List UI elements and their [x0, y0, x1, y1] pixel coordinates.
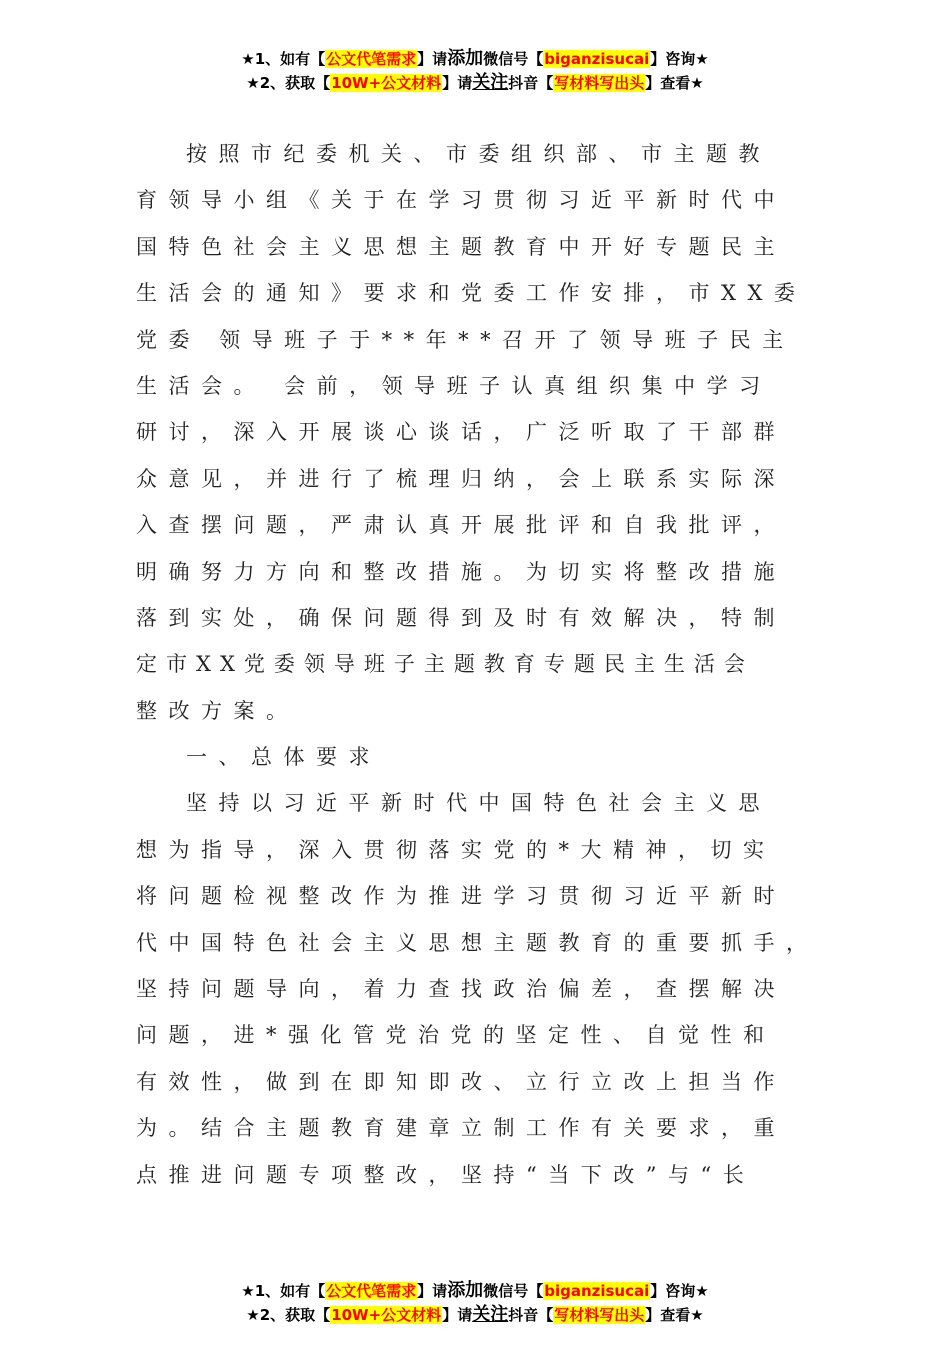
- footer-banner: [0, 1279, 950, 1327]
- highlight-service: 公文代笔需求: [326, 50, 417, 68]
- paragraph-line: 生活会的通知》要求和党委工作安排，市XX委: [136, 281, 807, 306]
- highlight-materials: 10W+公文材料: [331, 1306, 442, 1324]
- paragraph-line: 按照市纪委机关、市委组织部、市主题教: [186, 142, 771, 166]
- paragraph-line: 党委 领导班子于**年**召开了领导班子民主: [136, 327, 795, 352]
- header-banner: [0, 47, 950, 95]
- paragraph-line: 代中国特色社会主义思想主题教育的重要抓手，: [136, 930, 819, 955]
- section-heading: 一、总体要求: [186, 745, 381, 770]
- paragraph-line: 有效性，做到在即知即改、立行立改上担当作: [136, 1069, 786, 1094]
- paragraph-line: 问题，进*强化管党治党的坚定性、自觉性和: [136, 1023, 776, 1048]
- paragraph-line: 入查摆问题，严肃认真开展批评和自我批评，: [136, 513, 786, 538]
- highlight-service: 公文代笔需求: [326, 1282, 417, 1300]
- paragraph-line: 整改方案。: [136, 698, 299, 723]
- paragraph-line: 定市XX党委领导班子主题教育专题民主生活会: [136, 652, 754, 677]
- paragraph-line: 育领导小组《关于在学习贯彻习近平新时代中: [136, 188, 786, 213]
- paragraph-line: 点推进问题专项整改，坚持“当下改”与“长: [136, 1162, 756, 1187]
- highlight-wechat-id: biganzisucai: [544, 1282, 650, 1300]
- highlight-wechat-id: biganzisucai: [544, 50, 650, 68]
- banner-line-1: ★1、如有【公文代笔需求】请添加微信号【biganzisucai】咨询★: [241, 48, 709, 69]
- highlight-materials: 10W+公文材料: [331, 74, 442, 92]
- banner-line-1: ★1、如有【公文代笔需求】请添加微信号【biganzisucai】咨询★: [241, 1280, 709, 1301]
- paragraph-line: 坚持以习近平新时代中国特色社会主义思: [186, 791, 771, 816]
- paragraph-line: 想为指导，深入贯彻落实党的*大精神，切实: [136, 837, 776, 862]
- paragraph-line: 落到实处，确保问题得到及时有效解决，特制: [136, 605, 786, 630]
- paragraph-line: 研讨，深入开展谈心谈话，广泛听取了干部群: [136, 420, 786, 445]
- paragraph-line: 生活会。 会前，领导班子认真组织集中学习: [136, 373, 772, 398]
- highlight-douyin-name: 写材料写出头: [554, 1306, 645, 1324]
- highlight-douyin-name: 写材料写出头: [554, 74, 645, 92]
- paragraph-line: 国特色社会主义思想主题教育中开好专题民主: [136, 234, 786, 259]
- banner-line-2: ★2、获取【10W+公文材料】请关注抖音【写材料写出头】查看★: [246, 72, 704, 93]
- document-body: [136, 134, 826, 1201]
- paragraph-line: 将问题检视整改作为推进学习贯彻习近平新时: [136, 884, 786, 909]
- paragraph-line: 众意见，并进行了梳理归纳，会上联系实际深: [136, 466, 786, 491]
- paragraph-line: 坚持问题导向，着力查找政治偏差，查摆解决: [136, 977, 786, 1002]
- paragraph-line: 为。结合主题教育建章立制工作有关要求，重: [136, 1116, 786, 1141]
- banner-line-2: ★2、获取【10W+公文材料】请关注抖音【写材料写出头】查看★: [246, 1304, 704, 1325]
- paragraph-line: 明确努力方向和整改措施。为切实将整改措施: [136, 559, 786, 584]
